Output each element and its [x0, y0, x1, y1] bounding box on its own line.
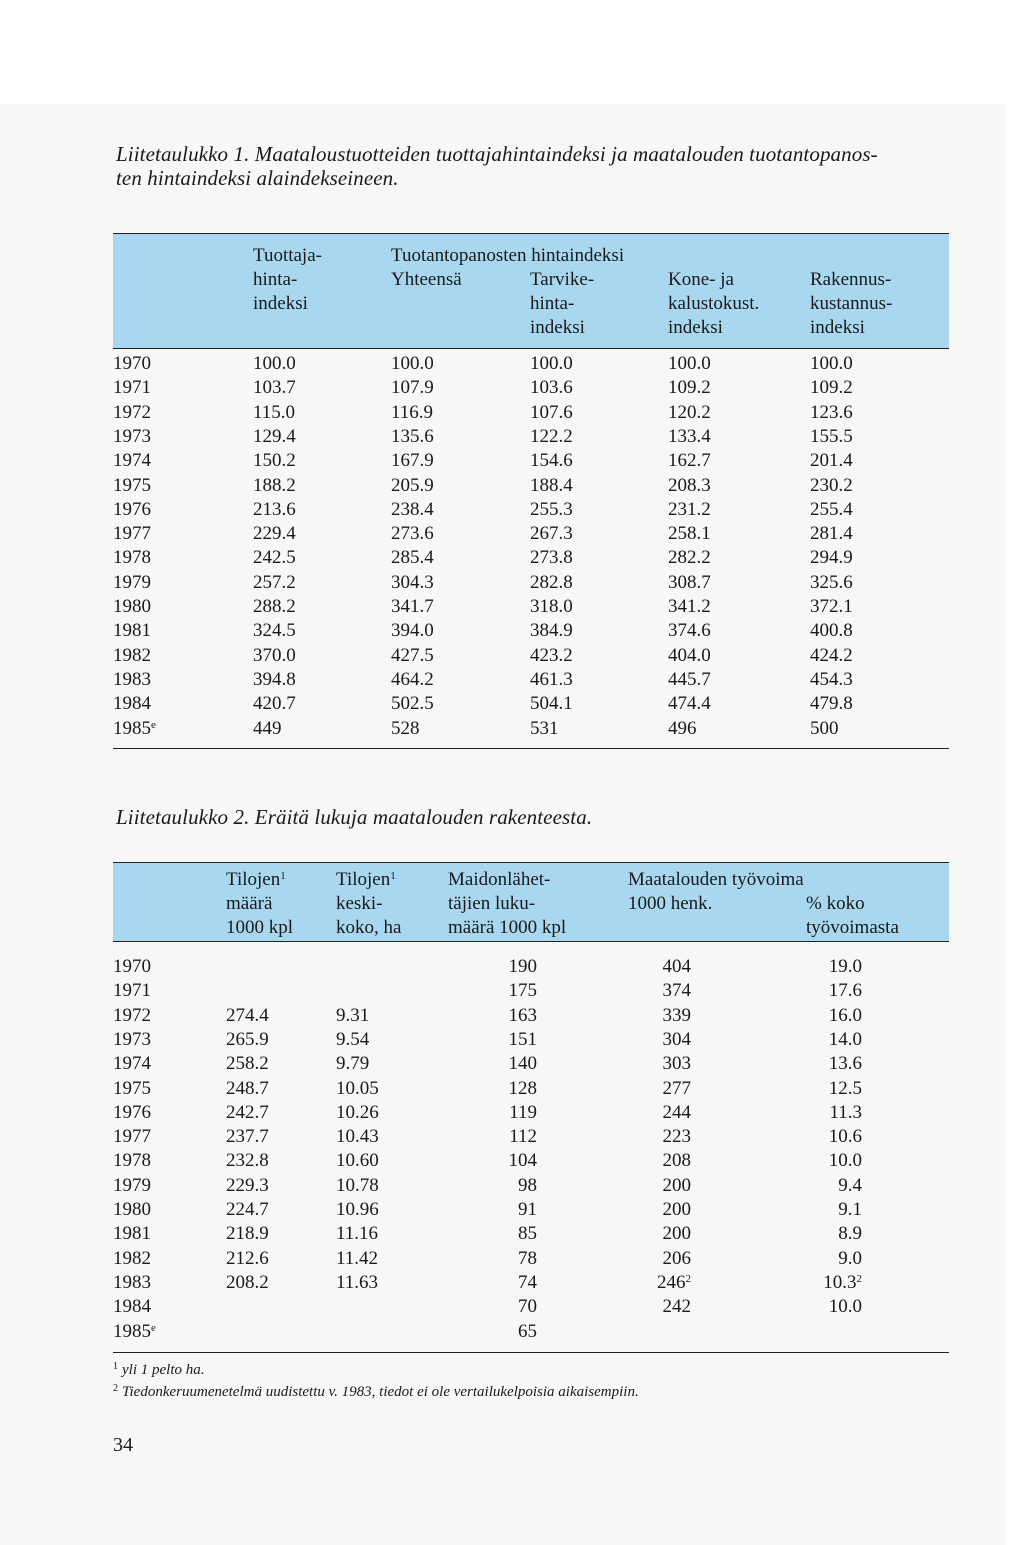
table1-caption-line2: ten hintaindeksi alaindekseineen. [116, 166, 399, 190]
t2-row-cell-farms-count: 265.9 [226, 1028, 269, 1050]
t1-row-cell-building: 281.4 [810, 523, 853, 545]
t2-row-cell-labour: 242 [662, 1296, 691, 1318]
t2-row-year: 1977 [113, 1126, 151, 1148]
table2-top-rule [113, 862, 949, 863]
t2-row-cell-milk: 190 [508, 956, 537, 977]
t1-h-building-2: kustannus- [810, 293, 893, 314]
t2-row-cell-labour-pct: 16.0 [828, 1004, 862, 1026]
t1-row-cell-building: 325.6 [810, 571, 853, 593]
t1-h-building-3: indeksi [810, 317, 865, 338]
page-number: 34 [113, 1434, 133, 1456]
t2-row-cell-milk: 140 [508, 1053, 537, 1075]
t1-row-cell-machinery: 496 [668, 717, 697, 739]
t2-h-labour-pct-2: työvoimasta [806, 917, 899, 938]
t1-row-cell-building: 123.6 [810, 401, 853, 423]
t2-row-cell-labour: 200 [662, 1223, 691, 1245]
t2-row-cell-farms-count: 258.2 [226, 1053, 269, 1075]
t1-h-supplies-3: indeksi [530, 317, 585, 338]
t2-row-cell-labour: 304 [662, 1028, 691, 1050]
t2-row-cell-farms-size: 10.96 [336, 1199, 379, 1220]
t2-row-cell-farms-count: 224.7 [226, 1199, 269, 1220]
t1-row-year: 1978 [113, 547, 151, 569]
t1-h-machinery-3: indeksi [668, 317, 723, 338]
t2-h-farms-count-3: 1000 kpl [226, 917, 294, 938]
t2-h-farms-count-1: Tilojen$^1$ [226, 869, 286, 890]
table2-caption: Liitetaulukko 2. Eräitä lukuja maatalouden rakenteesta. [116, 805, 593, 829]
t2-row-cell-milk: 119 [509, 1101, 537, 1123]
t1-row-cell-machinery: 374.6 [668, 620, 711, 642]
t2-row-cell-labour: 200 [662, 1199, 691, 1220]
t1-row-year: 1981 [113, 620, 151, 642]
t2-row-cell-labour: 404 [662, 956, 691, 977]
t2-row-cell-milk: 70 [518, 1296, 537, 1318]
t1-h-total: Yhteensä [391, 269, 462, 290]
t1-row-year: 1970 [113, 353, 151, 374]
t2-row-cell-labour: 303 [662, 1053, 691, 1075]
t2-row-cell-farms-size: 10.60 [336, 1150, 379, 1172]
t1-row-cell-building: 109.2 [810, 377, 853, 399]
table1-caption [116, 142, 976, 190]
t2-row-cell-labour: 244 [662, 1101, 691, 1123]
t1-row-cell-machinery: 208.3 [668, 474, 711, 496]
t1-row-cell-producer: 103.7 [253, 377, 296, 399]
t1-row-cell-building: 424.2 [810, 644, 853, 666]
t2-row-year: 1984 [113, 1296, 151, 1318]
t2-row-cell-farms-count: 248.7 [226, 1077, 269, 1099]
t1-row-cell-total: 502.5 [391, 693, 434, 715]
t2-row-cell-labour-pct: 9.0 [838, 1247, 862, 1269]
t2-row-cell-farms-size: 9.79 [336, 1053, 370, 1075]
t1-row-cell-producer: 288.2 [253, 596, 296, 617]
table2-bottom-rule [113, 1352, 949, 1353]
t1-row-year: 1984 [113, 693, 151, 715]
t2-row-cell-milk: 175 [508, 980, 537, 1002]
t1-row-cell-producer: 229.4 [253, 523, 296, 545]
t2-row-cell-milk: 98 [518, 1174, 537, 1196]
t1-row-year: 1985e [113, 717, 156, 739]
t1-row-year: 1982 [113, 644, 151, 666]
t2-row-year: 1979 [113, 1174, 151, 1196]
t2-row-cell-labour-pct: 17.6 [828, 980, 862, 1002]
t1-row-year: 1980 [113, 596, 151, 617]
t2-row-cell-farms-size: 9.54 [336, 1028, 370, 1050]
page-top-margin [0, 0, 1024, 104]
t2-row-cell-milk: 104 [508, 1150, 537, 1172]
t1-row-cell-supplies: 461.3 [530, 668, 573, 690]
t2-row-cell-labour-pct: 13.6 [828, 1053, 862, 1075]
t1-h-producer-2: hinta- [253, 269, 298, 290]
scan-edge [1006, 104, 1024, 1545]
t2-row-cell-milk: 74 [518, 1271, 537, 1293]
t2-row-year: 1982 [113, 1247, 151, 1269]
t2-h-farms-count-2: määrä [226, 893, 273, 914]
t2-row-cell-farms-count: 274.4 [226, 1004, 269, 1026]
t2-row-cell-labour: 223 [662, 1126, 691, 1148]
t1-row-cell-producer: 242.5 [253, 547, 296, 569]
t1-row-cell-supplies: 504.1 [530, 693, 573, 715]
t1-row-cell-building: 400.8 [810, 620, 853, 642]
t1-row-cell-machinery: 445.7 [668, 668, 711, 690]
t2-row-year: 1978 [113, 1150, 151, 1172]
t1-row-year: 1976 [113, 498, 151, 520]
t1-h-machinery-2: kalustokust. [668, 293, 760, 314]
t1-row-cell-total: 427.5 [391, 644, 434, 666]
t2-row-year: 1975 [113, 1077, 151, 1099]
t1-row-year: 1975 [113, 474, 151, 496]
t1-row-cell-building: 201.4 [810, 450, 853, 472]
t1-row-cell-machinery: 282.2 [668, 547, 711, 569]
t2-row-cell-farms-size: 11.63 [336, 1271, 379, 1293]
t1-row-cell-machinery: 308.7 [668, 571, 711, 593]
t2-row-cell-labour: 374 [662, 980, 691, 1002]
t2-row-cell-labour: 206 [662, 1247, 691, 1269]
t2-row-cell-labour-pct: 10.3$^2$ [823, 1271, 862, 1293]
t1-row-cell-supplies: 531 [530, 717, 559, 739]
t2-h-labour-group: Maatalouden työvoima [628, 869, 804, 890]
t1-h-machinery-1: Kone- ja [668, 269, 734, 290]
t2-row-cell-milk: 112 [509, 1126, 537, 1148]
t1-row-cell-total: 238.4 [391, 498, 434, 520]
t1-row-cell-producer: 188.2 [253, 474, 296, 496]
t2-row-cell-farms-count: 242.7 [226, 1101, 269, 1123]
t1-row-year: 1974 [113, 450, 151, 472]
t1-row-cell-machinery: 100.0 [668, 353, 711, 374]
t2-row-cell-labour-pct: 11.3 [829, 1101, 862, 1123]
t1-row-cell-machinery: 341.2 [668, 596, 711, 617]
t2-row-cell-milk: 163 [508, 1004, 537, 1026]
t1-row-cell-building: 230.2 [810, 474, 853, 496]
t2-row-cell-labour-pct: 9.1 [838, 1199, 862, 1220]
t2-row-year: 1971 [113, 980, 151, 1002]
t1-row-cell-total: 135.6 [391, 425, 434, 447]
table2-header-rule [113, 941, 949, 942]
t1-row-cell-producer: 449 [253, 717, 282, 739]
t2-row-cell-farms-count: 232.8 [226, 1150, 269, 1172]
t2-h-farms-size-2: keski- [336, 893, 383, 914]
footnote-2: $^2$ Tiedonkeruumenetelmä uudistettu v. 1983, tiedot ei ole vertailukelpoisia aikaisempiin. [113, 1383, 639, 1400]
t1-row-cell-producer: 324.5 [253, 620, 296, 642]
t1-row-cell-supplies: 273.8 [530, 547, 573, 569]
t1-row-cell-building: 454.3 [810, 668, 853, 690]
t1-h-supplies-2: hinta- [530, 293, 575, 314]
t1-row-cell-supplies: 267.3 [530, 523, 573, 545]
t1-row-cell-total: 107.9 [391, 377, 434, 399]
t2-row-cell-farms-size: 10.43 [336, 1126, 379, 1148]
t2-row-cell-farms-count: 208.2 [226, 1271, 269, 1293]
t1-row-cell-supplies: 103.6 [530, 377, 573, 399]
t1-row-year: 1972 [113, 401, 151, 423]
t2-row-cell-labour-pct: 10.6 [828, 1126, 862, 1148]
t1-row-cell-total: 167.9 [391, 450, 434, 472]
t1-row-cell-machinery: 133.4 [668, 425, 711, 447]
t1-row-cell-producer: 115.0 [253, 401, 296, 423]
t1-row-cell-building: 500 [810, 717, 839, 739]
t2-row-cell-farms-count: 212.6 [226, 1247, 269, 1269]
t2-row-cell-labour-pct: 9.4 [838, 1174, 862, 1196]
t1-row-cell-producer: 129.4 [253, 425, 296, 447]
t2-row-year: 1981 [113, 1223, 151, 1245]
t2-row-cell-labour-pct: 19.0 [828, 956, 862, 977]
t1-row-cell-machinery: 258.1 [668, 523, 711, 545]
t1-row-cell-total: 273.6 [391, 523, 434, 545]
t1-row-cell-machinery: 474.4 [668, 693, 711, 715]
t2-row-cell-milk: 91 [518, 1199, 537, 1220]
t1-row-cell-supplies: 423.2 [530, 644, 573, 666]
t1-row-cell-supplies: 154.6 [530, 450, 573, 472]
t1-row-cell-supplies: 188.4 [530, 474, 573, 496]
t1-h-producer-1: Tuottaja- [253, 245, 322, 266]
t2-row-cell-labour: $246^2$ [657, 1271, 691, 1293]
t1-row-cell-supplies: 282.8 [530, 571, 573, 593]
t1-row-year: 1977 [113, 523, 151, 545]
t1-row-cell-total: 205.9 [391, 474, 434, 496]
table1-header-rule [113, 348, 949, 349]
t1-row-year: 1973 [113, 425, 151, 447]
t2-row-year: 1985e [113, 1320, 156, 1342]
t2-row-year: 1970 [113, 956, 151, 977]
t2-h-milk-3: määrä 1000 kpl [448, 917, 567, 938]
t2-row-year: 1976 [113, 1101, 151, 1123]
t2-h-labour-pct-1: % koko [806, 893, 865, 914]
table1-top-rule [113, 233, 949, 234]
t2-row-cell-farms-size: 11.16 [336, 1223, 379, 1245]
table1-bottom-rule [113, 748, 949, 749]
t2-row-cell-labour-pct: 14.0 [828, 1028, 862, 1050]
t2-row-cell-labour-pct: 10.0 [828, 1296, 862, 1318]
t1-row-cell-building: 255.4 [810, 498, 853, 520]
t2-row-cell-farms-size: 9.31 [336, 1004, 370, 1026]
t1-row-cell-producer: 370.0 [253, 644, 296, 666]
t2-row-cell-farms-count: 218.9 [226, 1223, 269, 1245]
t1-row-cell-supplies: 100.0 [530, 353, 573, 374]
t1-h-building-1: Rakennus- [810, 269, 892, 290]
t2-h-milk-2: täjien luku- [448, 893, 536, 914]
t1-row-cell-supplies: 122.2 [530, 425, 573, 447]
t2-h-farms-size-3: koko, ha [336, 917, 402, 938]
t1-h-supplies-1: Tarvike- [530, 269, 595, 290]
t1-row-cell-supplies: 107.6 [530, 401, 573, 423]
t2-h-labour-2: 1000 henk. [628, 893, 713, 914]
t1-row-cell-total: 528 [391, 717, 420, 739]
footnote-1: $^1$ yli 1 pelto ha. [113, 1361, 205, 1378]
t2-row-cell-milk: 128 [508, 1077, 537, 1099]
t2-row-cell-farms-size: 10.26 [336, 1101, 379, 1123]
t2-row-cell-milk: 78 [518, 1247, 537, 1269]
t1-row-cell-total: 341.7 [391, 596, 434, 617]
t1-row-year: 1971 [113, 377, 151, 399]
t2-row-year: 1980 [113, 1199, 151, 1220]
t2-row-cell-labour-pct: 8.9 [838, 1223, 862, 1245]
t2-h-farms-size-1: Tilojen$^1$ [336, 869, 396, 890]
t2-row-cell-milk: 65 [518, 1320, 537, 1342]
t1-row-cell-supplies: 318.0 [530, 596, 573, 617]
t2-row-cell-labour: 208 [662, 1150, 691, 1172]
t2-h-milk-1: Maidonlähet- [448, 869, 551, 890]
t2-row-cell-labour-pct: 12.5 [828, 1077, 862, 1099]
t1-row-cell-building: 100.0 [810, 353, 853, 374]
t1-row-cell-machinery: 162.7 [668, 450, 711, 472]
t1-row-cell-machinery: 120.2 [668, 401, 711, 423]
t2-row-cell-farms-size: 10.78 [336, 1174, 379, 1196]
t1-row-cell-producer: 150.2 [253, 450, 296, 472]
t2-row-year: 1973 [113, 1028, 151, 1050]
t2-row-year: 1983 [113, 1271, 151, 1293]
t2-row-cell-labour: 200 [662, 1174, 691, 1196]
t1-h-inputs-group: Tuotantopanosten hintaindeksi [391, 245, 625, 266]
t1-h-producer-3: indeksi [253, 293, 308, 314]
t1-row-cell-producer: 257.2 [253, 571, 296, 593]
t1-row-cell-building: 294.9 [810, 547, 853, 569]
t1-row-cell-producer: 420.7 [253, 693, 296, 715]
t1-row-cell-total: 304.3 [391, 571, 434, 593]
t1-row-cell-building: 372.1 [810, 596, 853, 617]
t2-row-year: 1972 [113, 1004, 151, 1026]
t1-row-cell-total: 394.0 [391, 620, 434, 642]
t1-row-cell-building: 155.5 [810, 425, 853, 447]
t2-row-cell-milk: 85 [518, 1223, 537, 1245]
t1-row-cell-total: 100.0 [391, 353, 434, 374]
t2-row-cell-labour: 339 [662, 1004, 691, 1026]
t1-row-cell-total: 464.2 [391, 668, 434, 690]
t1-row-cell-total: 285.4 [391, 547, 434, 569]
t2-row-cell-farms-count: 229.3 [226, 1174, 269, 1196]
t1-row-year: 1979 [113, 571, 151, 593]
t1-row-cell-producer: 213.6 [253, 498, 296, 520]
table1-caption-line1: Liitetaulukko 1. Maataloustuotteiden tuottajahintaindeksi ja maatalouden tuotantopanos- [116, 142, 878, 166]
t2-row-year: 1974 [113, 1053, 151, 1075]
t2-row-cell-labour: 277 [662, 1077, 691, 1099]
t1-row-cell-supplies: 255.3 [530, 498, 573, 520]
t1-row-cell-machinery: 404.0 [668, 644, 711, 666]
t1-row-cell-producer: 394.8 [253, 668, 296, 690]
t2-row-cell-milk: 151 [508, 1028, 537, 1050]
t2-row-cell-farms-size: 10.05 [336, 1077, 379, 1099]
t1-row-year: 1983 [113, 668, 151, 690]
t1-row-cell-total: 116.9 [391, 401, 434, 423]
t2-row-cell-farms-size: 11.42 [336, 1247, 379, 1269]
t1-row-cell-building: 479.8 [810, 693, 853, 715]
t2-row-cell-farms-count: 237.7 [226, 1126, 269, 1148]
t2-row-cell-labour-pct: 10.0 [828, 1150, 862, 1172]
t1-row-cell-producer: 100.0 [253, 353, 296, 374]
t1-row-cell-supplies: 384.9 [530, 620, 573, 642]
t1-row-cell-machinery: 231.2 [668, 498, 711, 520]
t1-row-cell-machinery: 109.2 [668, 377, 711, 399]
